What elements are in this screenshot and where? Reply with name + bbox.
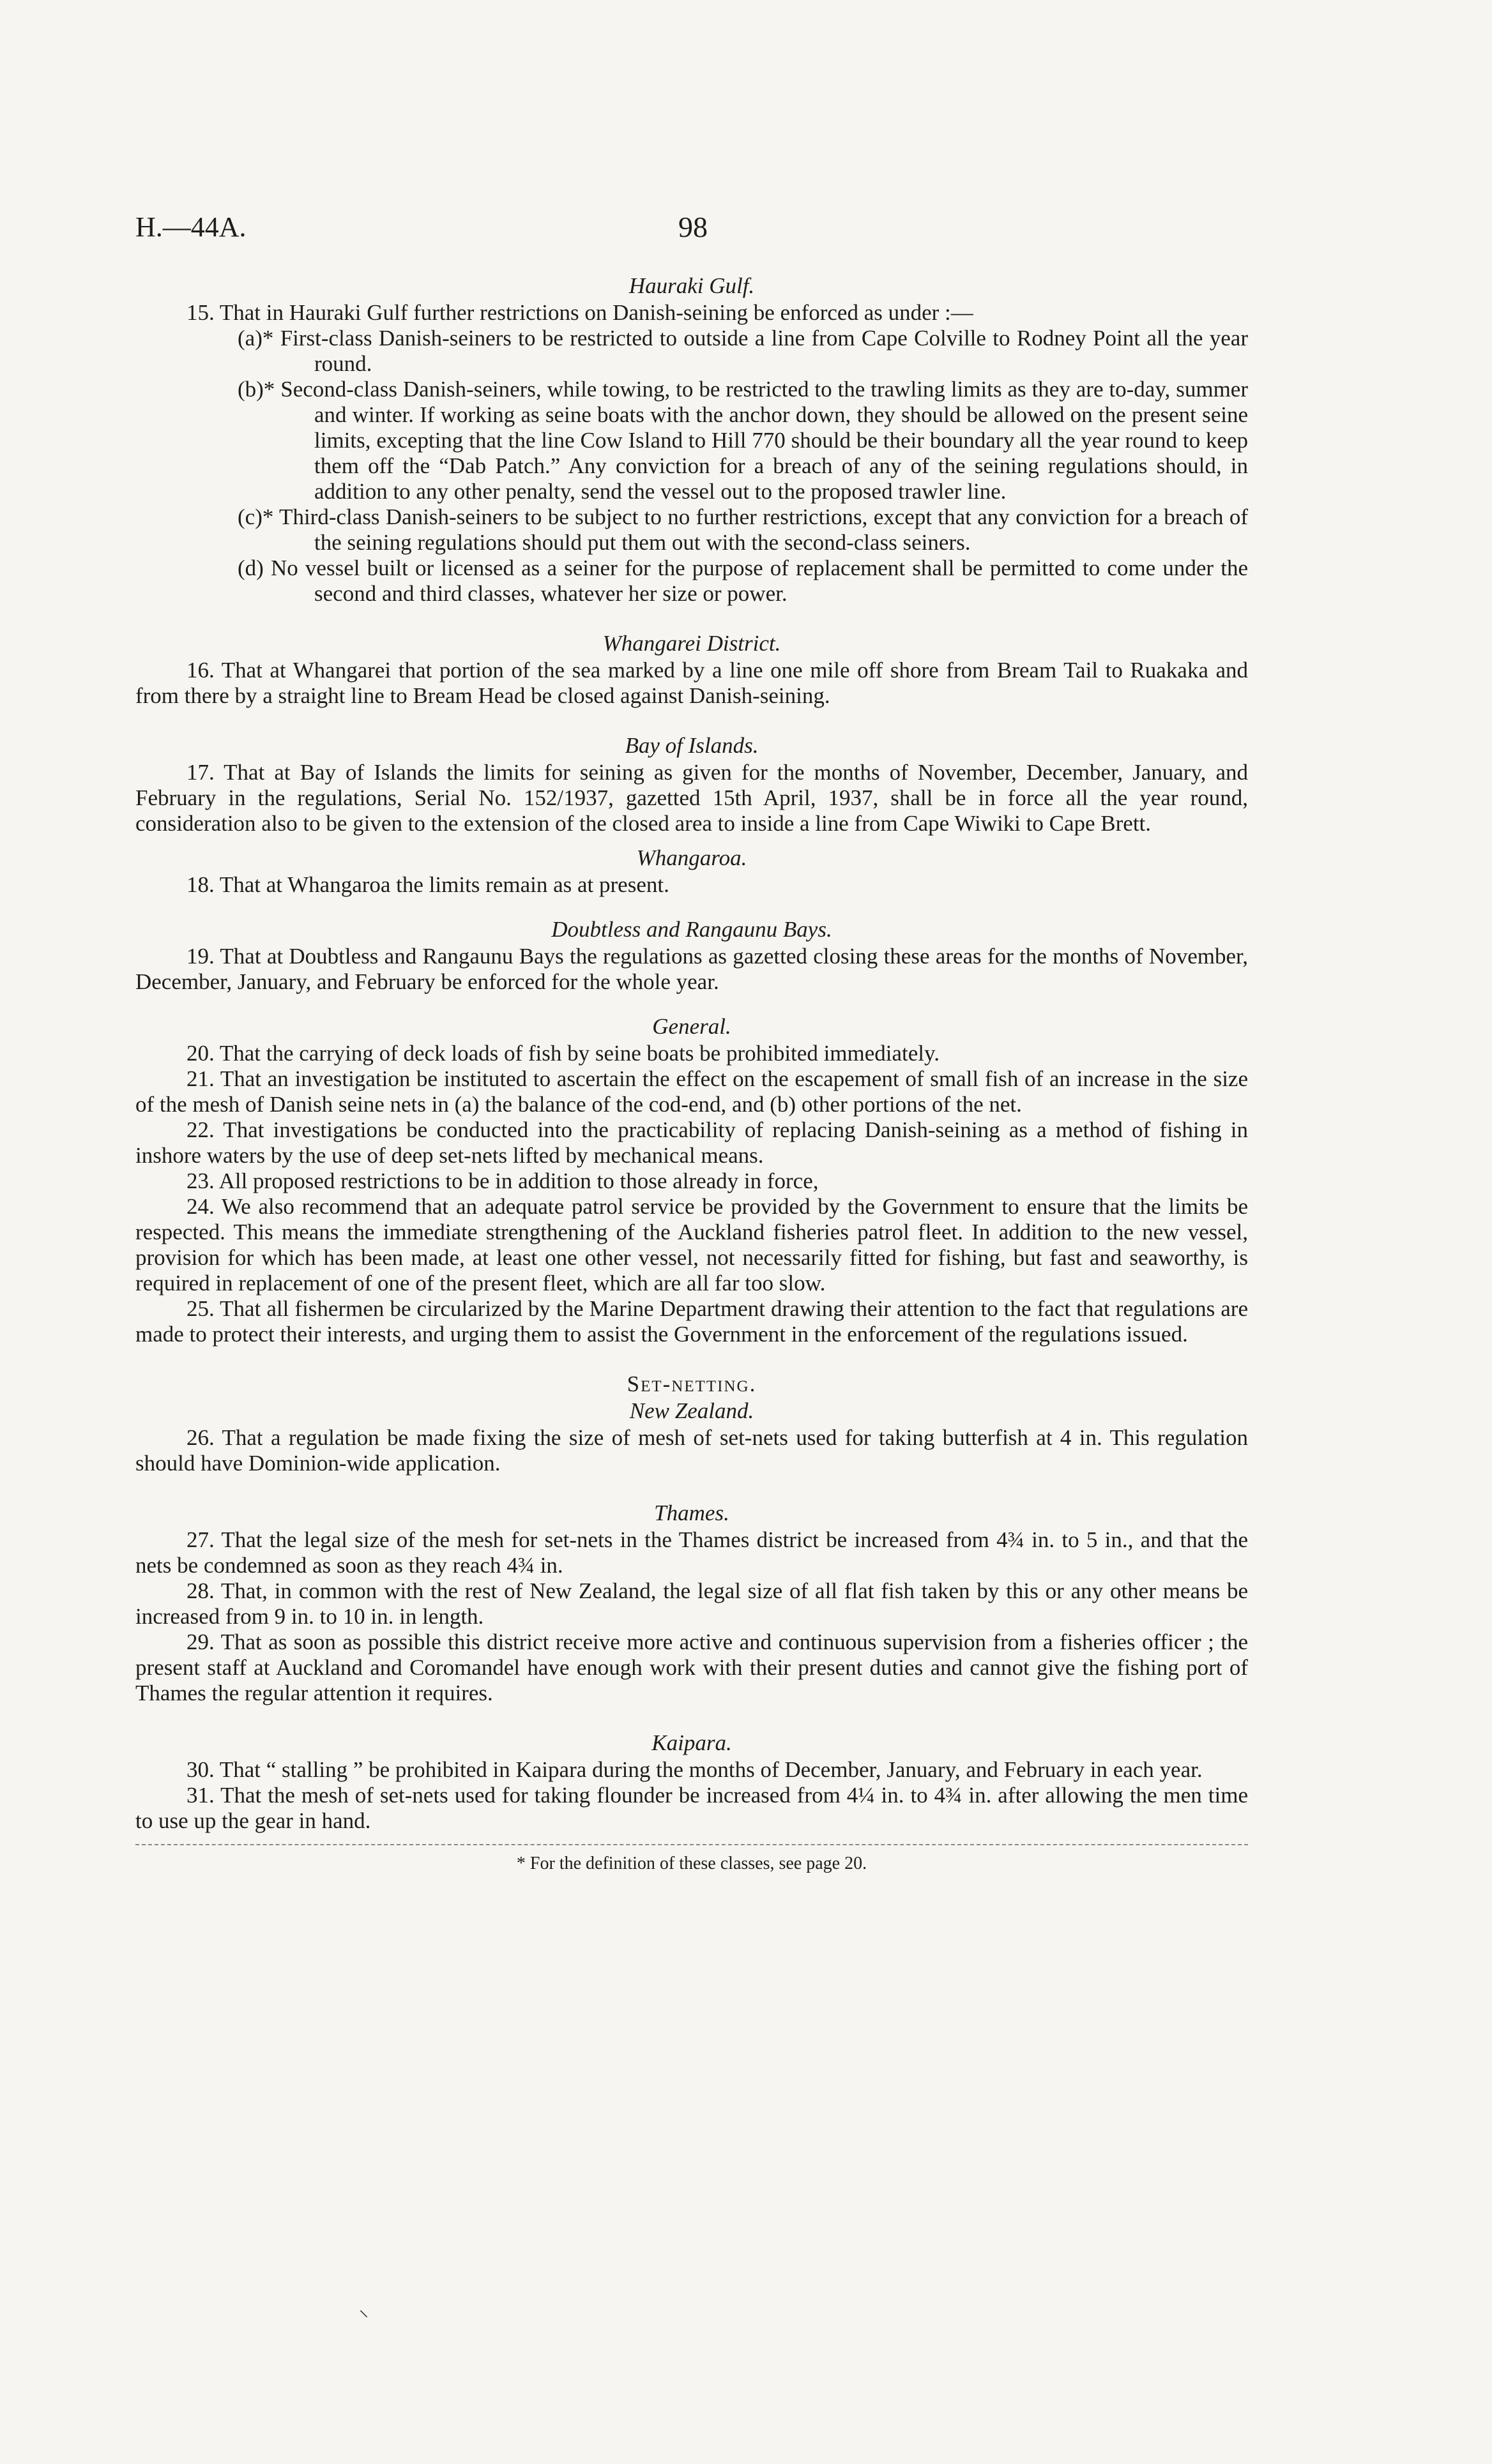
paragraph-26: 26. That a regulation be made fixing the size of mesh of set-nets used for taking butterfish at 4 in. This regulation should have Dominion-wide application.: [135, 1425, 1248, 1476]
paragraph-15: 15. That in Hauraki Gulf further restrictions on Danish-seining be enforced as under :—: [187, 300, 973, 325]
paragraph-21: 21. That an investigation be instituted to ascertain the effect on the escapement of small fish of an increase in the size of the mesh of Danish seine nets in (a) the balance of the cod-end, and (b) other portions of the net.: [135, 1066, 1248, 1117]
page-header: [135, 211, 1247, 253]
paragraph-30: 30. That “ stalling ” be prohibited in Kaipara during the months of December, January, and February in each year.: [187, 1757, 1203, 1782]
paragraph-22: 22. That investigations be conducted into the practicability of replacing Danish-seining as a method of fishing in inshore waters by the use of deep set-nets lifted by mechanical means.: [135, 1117, 1248, 1168]
heading-set-netting: Set-netting.: [627, 1372, 757, 1396]
stray-ink-mark: ⸜: [359, 2299, 369, 2320]
subclause-c: (c)* Third-class Danish-seiners to be subject to no further restrictions, except that any conviction for a breach of the seining regulations should put them out with the second-class seiners.: [238, 504, 1248, 555]
paragraph-20: 20. That the carrying of deck loads of fish by seine boats be prohibited immediately.: [187, 1041, 940, 1066]
paragraph-31: 31. That the mesh of set-nets used for taking flounder be increased from 4¼ in. to 4¾ in. after allowing the men time to use up the gear in hand.: [135, 1783, 1248, 1833]
heading-hauraki-gulf: Hauraki Gulf.: [628, 273, 755, 298]
paragraph-29: 29. That as soon as possible this district receive more active and continuous supervision from a fisheries officer ; the present staff at Auckland and Coromandel have enough work with their present duties and cannot give the fishing port of Thames the regular attention it requires.: [135, 1629, 1248, 1705]
page-number: 98: [678, 211, 708, 243]
subclause-b: (b)* Second-class Danish-seiners, while towing, to be restricted to the trawling limits as they are to-day, summer and winter. If working as seine boats with the anchor down, they should be allowed on the present seine limits, excepting that the line Cow Island to Hill 770 should be their boundary all the year round to keep them off the “Dab Patch.” Any conviction for a breach of any of the seining regulations should, in addition to any other penalty, send the vessel out to the proposed trawler line.: [238, 377, 1248, 504]
paragraph-25: 25. That all fishermen be circularized by the Marine Department drawing their attention to the fact that regulations are made to protect their interests, and urging them to assist the Government in the enforcement of the regulations issued.: [135, 1296, 1248, 1347]
heading-whangaroa: Whangaroa.: [636, 845, 747, 870]
paragraph-23: 23. All proposed restrictions to be in addition to those already in force,: [187, 1168, 819, 1193]
paragraph-15-subclauses: [135, 326, 1248, 607]
subclause-d: (d) No vessel built or licensed as a seiner for the purpose of replacement shall be permitted to come under the second and third classes, whatever her size or power.: [238, 556, 1248, 606]
heading-whangarei-district: Whangarei District.: [602, 631, 781, 656]
footnote-rule: [135, 1844, 1248, 1845]
subclause-a: (a)* First-class Danish-seiners to be restricted to outside a line from Cape Colville to Rodney Point all the year round.: [238, 326, 1248, 376]
paragraph-28: 28. That, in common with the rest of New Zealand, the legal size of all flat fish taken by this or any other means be increased from 9 in. to 10 in. in length.: [135, 1578, 1248, 1629]
paragraph-17: 17. That at Bay of Islands the limits for seining as given for the months of November, December, January, and February in the regulations, Serial No. 152/1937, gazetted 15th April, 1937, shall be in force all the year round, consideration also to be given to the extension of the closed area to inside a line from Cape Wiwiki to Cape Brett.: [135, 760, 1248, 836]
paragraph-27: 27. That the legal size of the mesh for set-nets in the Thames district be increased from 4¾ in. to 5 in., and that the nets be condemned as soon as they reach 4¾ in.: [135, 1527, 1248, 1578]
heading-general: General.: [652, 1014, 731, 1039]
paragraph-18: 18. That at Whangaroa the limits remain as at present.: [187, 872, 669, 897]
heading-new-zealand: New Zealand.: [629, 1398, 754, 1423]
paragraph-24: 24. We also recommend that an adequate patrol service be provided by the Government to ensure that the limits be respected. This means the immediate strengthening of the Auckland fisheries patrol fleet. In addition to the new vessel, provision for which has been made, at least one other vessel, not necessarily fitted for fishing, but fast and seaworthy, is required in replacement of one of the present fleet, which are all far too slow.: [135, 1194, 1248, 1296]
page-body: [135, 273, 1248, 1875]
heading-thames: Thames.: [654, 1500, 729, 1525]
heading-kaipara: Kaipara.: [651, 1730, 732, 1755]
heading-bay-of-islands: Bay of Islands.: [625, 733, 759, 758]
document-reference: H.—44A.: [135, 211, 247, 243]
paragraph-19: 19. That at Doubtless and Rangaunu Bays the regulations as gazetted closing these areas for the months of November, December, January, and February be enforced for the whole year.: [135, 944, 1248, 994]
footnote: * For the definition of these classes, see page 20.: [516, 1854, 867, 1873]
paragraph-16: 16. That at Whangarei that portion of the sea marked by a line one mile off shore from Bream Tail to Ruakaka and from there by a straight line to Bream Head be closed against Danish-seining.: [135, 658, 1248, 708]
heading-doubtless-rangaunu: Doubtless and Rangaunu Bays.: [551, 917, 832, 942]
